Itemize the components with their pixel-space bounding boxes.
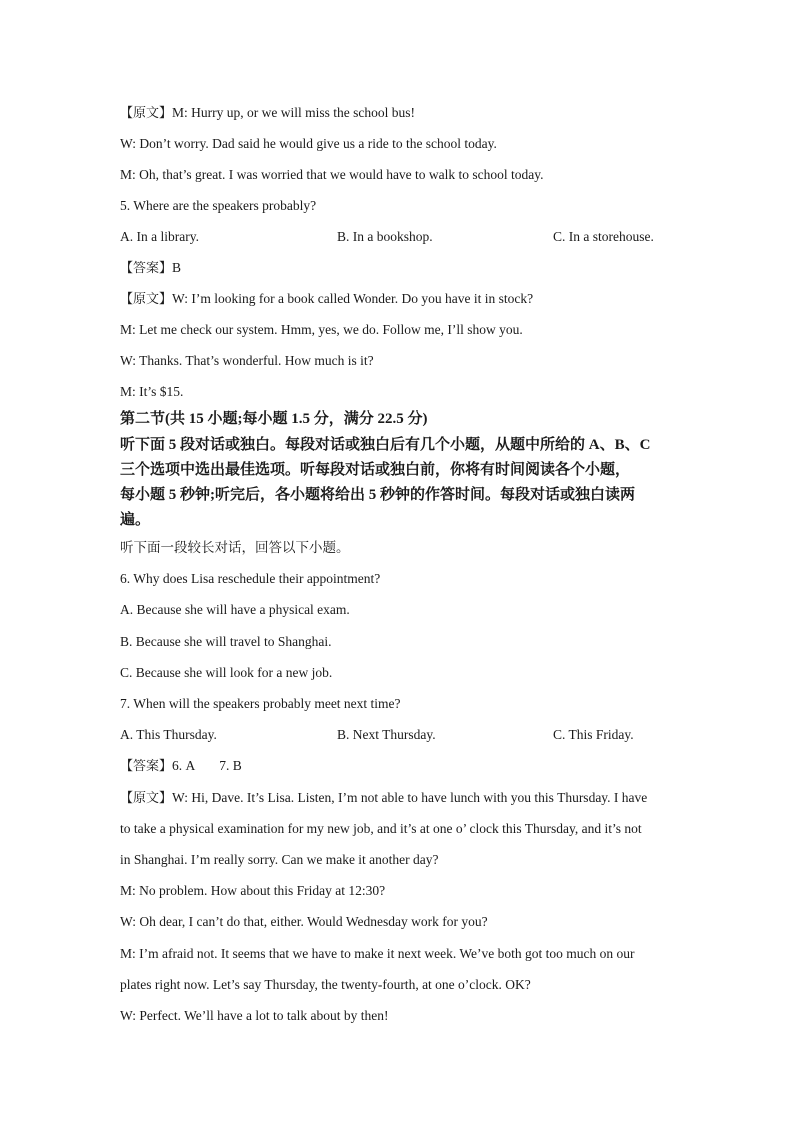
q5-question: 5. Where are the speakers probably? [120, 198, 317, 213]
q5-transcript-line-3: W: Thanks. That’s wonderful. How much is it? [120, 353, 374, 368]
q7-option-a: A. This Thursday. [120, 727, 217, 742]
q5-transcript-line-1: 【原文】W: I’m looking for a book called Wonder. Do you have it in stock? [120, 291, 534, 307]
q4-transcript-line-2: W: Don’t worry. Dad said he would give us a ride to the school today. [120, 136, 497, 151]
q6-option-a: A. Because she will have a physical exam. [120, 602, 350, 617]
section2-instruction-2: 三个选项中选出最佳选项。听每段对话或独白前，你将有时间阅读各个小题， [120, 462, 631, 478]
q7-transcript-line-2: to take a physical examination for my new job, and it’s at one o’ clock this Thursday, and it’s not [120, 821, 642, 836]
answer-tag: 【答案】 [120, 261, 173, 276]
q7-question: 7. When will the speakers probably meet next time? [120, 696, 401, 711]
q5-transcript-line-4: M: It’s $15. [120, 384, 184, 399]
q7-transcript-line-6: M: I’m afraid not. It seems that we have to make it next week. We’ve both got too much on our [120, 946, 635, 961]
q7-transcript-line-3: in Shanghai. I’m really sorry. Can we make it another day? [120, 852, 439, 867]
section2-instruction-4: 遍。 [120, 512, 151, 528]
q6-option-c: C. Because she will look for a new job. [120, 665, 333, 680]
q7-transcript-line-4: M: No problem. How about this Friday at 12:30? [120, 883, 386, 898]
q6-q7-answer: 【答案】6. A 7. B [120, 758, 242, 774]
q6-option-b: B. Because she will travel to Shanghai. [120, 634, 332, 649]
section2-heading: 第二节(共 15 小题;每小题 1.5 分，满分 22.5 分) [120, 411, 428, 427]
q5-option-c: C. In a storehouse. [553, 229, 654, 244]
section2-instruction-1: 听下面 5 段对话或独白。每段对话或独白后有几个小题，从题中所给的 A、B、C [120, 437, 651, 453]
q4-transcript-line-3: M: Oh, that’s great. I was worried that we would have to walk to school today. [120, 167, 544, 182]
q7-transcript-line-8: W: Perfect. We’ll have a lot to talk about by then! [120, 1008, 389, 1023]
q4-transcript-line-1: 【原文】M: Hurry up, or we will miss the school bus! [120, 105, 415, 121]
transcript-tag: 【原文】 [120, 106, 173, 121]
q5-option-b: B. In a bookshop. [337, 229, 433, 244]
q6-question: 6. Why does Lisa reschedule their appointment? [120, 571, 381, 586]
q7-transcript-line-5: W: Oh dear, I can’t do that, either. Would Wednesday work for you? [120, 914, 488, 929]
q5-transcript-line-2: M: Let me check our system. Hmm, yes, we do. Follow me, I’ll show you. [120, 322, 523, 337]
q7-option-b: B. Next Thursday. [337, 727, 436, 742]
q5-answer: 【答案】B [120, 260, 182, 276]
answer-tag: 【答案】 [120, 759, 173, 774]
transcript-tag: 【原文】 [120, 791, 173, 806]
transcript-tag: 【原文】 [120, 292, 173, 307]
q5-option-a: A. In a library. [120, 229, 199, 244]
section2-intro: 听下面一段较长对话，回答以下小题。 [120, 540, 350, 555]
q7-transcript-line-7: plates right now. Let’s say Thursday, the twenty-fourth, at one o’clock. OK? [120, 977, 531, 992]
q7-option-c: C. This Friday. [553, 727, 634, 742]
section2-instruction-3: 每小题 5 秒钟;听完后，各小题将给出 5 秒钟的作答时间。每段对话或独白读两 [120, 487, 635, 503]
q7-transcript-line-1: 【原文】W: Hi, Dave. It’s Lisa. Listen, I’m not able to have lunch with you this Thursday. I have [120, 790, 648, 806]
